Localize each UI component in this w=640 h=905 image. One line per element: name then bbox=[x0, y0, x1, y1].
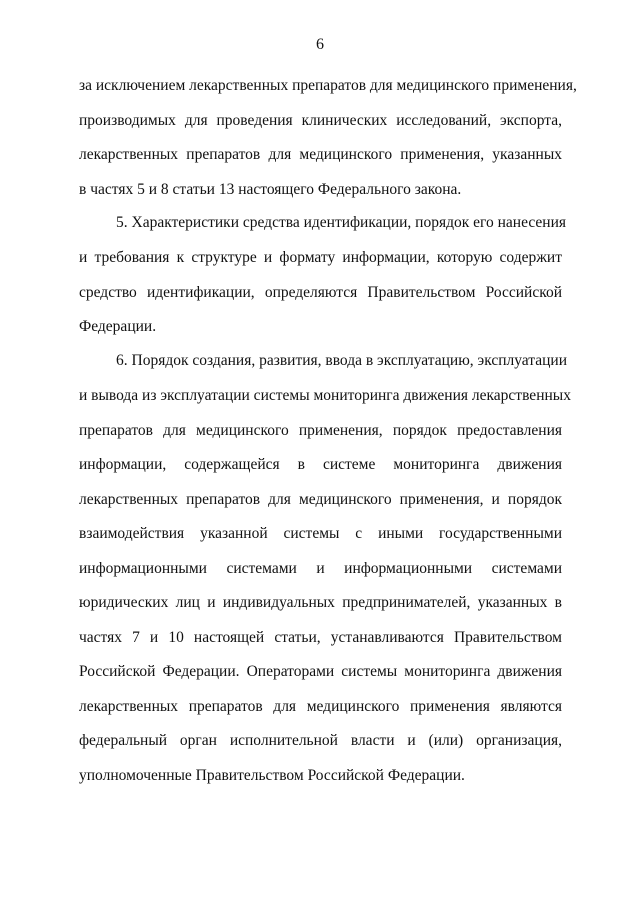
text-line: Федерации. bbox=[79, 318, 157, 335]
text-line: лекарственных препаратов для медицинского применения, и порядок bbox=[79, 491, 562, 508]
text-line: за исключением лекарственных препаратов для медицинского применения, bbox=[79, 77, 577, 94]
text-line: 5. Характеристики средства идентификации, порядок его нанесения bbox=[116, 214, 567, 231]
text-line: в частях 5 и 8 статьи 13 настоящего Федерального закона. bbox=[79, 181, 462, 198]
text-line: информации, содержащейся в системе мониторинга движения bbox=[79, 456, 562, 473]
text-line: препаратов для медицинского применения, порядок предоставления bbox=[79, 422, 562, 439]
text-line: лекарственных препаратов для медицинского применения являются bbox=[79, 698, 562, 715]
text-line: информационными системами и информационными системами bbox=[79, 560, 562, 577]
text-line: средство идентификации, определяются Правительством Российской bbox=[79, 284, 562, 301]
text-line: Российской Федерации. Операторами системы мониторинга движения bbox=[79, 663, 562, 680]
text-line: лекарственных препаратов для медицинского применения, указанных bbox=[79, 146, 562, 163]
text-line: юридических лиц и индивидуальных предпринимателей, указанных в bbox=[79, 594, 562, 611]
text-line: федеральный орган исполнительной власти и (или) организация, bbox=[79, 732, 562, 749]
text-line: и требования к структуре и формату информации, которую содержит bbox=[79, 249, 562, 266]
page-number: 6 bbox=[316, 36, 324, 53]
text-line: и вывода из эксплуатации системы мониторинга движения лекарственных bbox=[79, 387, 571, 404]
text-line: взаимодействия указанной системы с иными государственными bbox=[79, 525, 562, 542]
text-line: уполномоченные Правительством Российской Федерации. bbox=[79, 767, 465, 784]
text-line: производимых для проведения клинических исследований, экспорта, bbox=[79, 112, 562, 129]
text-line: частях 7 и 10 настоящей статьи, устанавливаются Правительством bbox=[79, 629, 562, 646]
text-line: 6. Порядок создания, развития, ввода в эксплуатацию, эксплуатации bbox=[116, 352, 568, 369]
